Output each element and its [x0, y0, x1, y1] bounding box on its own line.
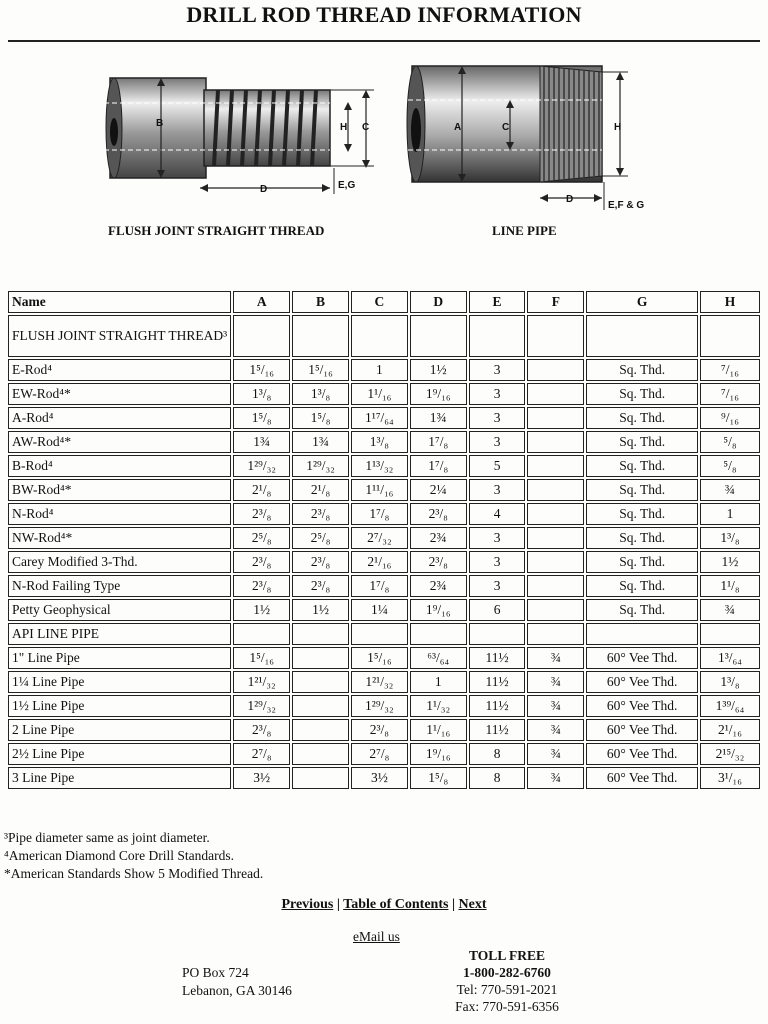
po-box: PO Box 724 [182, 965, 249, 980]
cell-a: 1¾ [233, 431, 290, 453]
next-link[interactable]: Next [458, 897, 487, 912]
cell-d: 1 [410, 671, 467, 693]
cell-h: 1³/₈ [700, 527, 760, 549]
cell-f [527, 407, 584, 429]
cell-a: 2³/₈ [233, 503, 290, 525]
cell-e: 8 [469, 743, 526, 765]
table-header-row [8, 291, 760, 313]
cell-e: 3 [469, 551, 526, 573]
row-name: B-Rod⁴ [8, 455, 231, 477]
row-name: EW-Rod⁴* [8, 383, 231, 405]
row-name: 1¼ Line Pipe [8, 671, 231, 693]
cell-a: 2³/₈ [233, 551, 290, 573]
cell-g: 60° Vee Thd. [586, 671, 698, 693]
header-e: E [469, 291, 526, 313]
cell-h: 2¹⁵/₃₂ [700, 743, 760, 765]
toll-free-number: 1-800-282-6760 [463, 965, 551, 980]
page-navigation [0, 897, 768, 913]
cell-c: 1¹⁷/₆₄ [351, 407, 408, 429]
cell-e: 5 [469, 455, 526, 477]
cell-b: 2⁵/₈ [292, 527, 349, 549]
cell-a: 1⁵/₁₆ [233, 647, 290, 669]
cell-h [700, 315, 760, 357]
label-h-right: H [614, 122, 622, 133]
cell-b: 2³/₈ [292, 575, 349, 597]
cell-h: ⁵/₈ [700, 455, 760, 477]
row-name: 2½ Line Pipe [8, 743, 231, 765]
cell-e: 3 [469, 527, 526, 549]
footnotes [4, 829, 263, 883]
cell-g: Sq. Thd. [586, 503, 698, 525]
telephone-number: Tel: 770-591-2021 [456, 982, 558, 997]
cell-f [527, 599, 584, 621]
cell-b [292, 315, 349, 357]
cell-b [292, 623, 349, 645]
cell-e [469, 315, 526, 357]
table-row [8, 599, 760, 621]
cell-d: 2¾ [410, 575, 467, 597]
cell-b: 1¾ [292, 431, 349, 453]
table-row [8, 695, 760, 717]
cell-b [292, 671, 349, 693]
cell-a: 1²¹/₃₂ [233, 671, 290, 693]
cell-d: 2³/₈ [410, 503, 467, 525]
table-row [8, 431, 760, 453]
flush-joint-diagram [104, 70, 394, 200]
cell-g: Sq. Thd. [586, 383, 698, 405]
cell-g: Sq. Thd. [586, 479, 698, 501]
cell-d: 1⁹/₁₆ [410, 743, 467, 765]
cell-a [233, 623, 290, 645]
cell-d: 1¹/₁₆ [410, 719, 467, 741]
row-name: FLUSH JOINT STRAIGHT THREAD³ [8, 315, 231, 357]
row-name: API LINE PIPE [8, 623, 231, 645]
cell-e: 11½ [469, 719, 526, 741]
cell-g: Sq. Thd. [586, 359, 698, 381]
table-row [8, 767, 760, 789]
cell-d: 2¾ [410, 527, 467, 549]
row-name: A-Rod⁴ [8, 407, 231, 429]
cell-b [292, 695, 349, 717]
header-c: C [351, 291, 408, 313]
cell-h: 1³⁹/₆₄ [700, 695, 760, 717]
cell-a: 2⁷/₈ [233, 743, 290, 765]
header-h: H [700, 291, 760, 313]
footnote-star: *American Standards Show 5 Modified Thread. [4, 866, 264, 881]
cell-c: 1⁷/₈ [351, 575, 408, 597]
label-b: B [156, 118, 164, 129]
cell-f [527, 527, 584, 549]
row-name: N-Rod Failing Type [8, 575, 231, 597]
table-row [8, 407, 760, 429]
header-a: A [233, 291, 290, 313]
table-of-contents-link[interactable]: Table of Contents [343, 897, 449, 912]
table-row [8, 719, 760, 741]
cell-g: Sq. Thd. [586, 455, 698, 477]
cell-d: 1⁷/₈ [410, 431, 467, 453]
label-a: A [454, 122, 462, 133]
row-name: Carey Modified 3-Thd. [8, 551, 231, 573]
cell-h: ⁵/₈ [700, 431, 760, 453]
cell-c: 1¹¹/₁₆ [351, 479, 408, 501]
cell-h: ¾ [700, 479, 760, 501]
label-e-f-g: E,F & G [608, 200, 645, 211]
cell-g: 60° Vee Thd. [586, 647, 698, 669]
cell-h [700, 623, 760, 645]
cell-f [527, 383, 584, 405]
cell-a: 1³/₈ [233, 383, 290, 405]
row-name: 1" Line Pipe [8, 647, 231, 669]
cell-c: 1¹³/₃₂ [351, 455, 408, 477]
nav-separator: | [333, 897, 344, 912]
cell-b: 2³/₈ [292, 503, 349, 525]
cell-h: ⁹/₁₆ [700, 407, 760, 429]
cell-c: 2⁷/₃₂ [351, 527, 408, 549]
phone-contacts [422, 947, 592, 1015]
cell-f [527, 503, 584, 525]
cell-c [351, 623, 408, 645]
cell-g [586, 623, 698, 645]
cell-h: 1³/₆₄ [700, 647, 760, 669]
table-row [8, 479, 760, 501]
cell-f [527, 551, 584, 573]
cell-f: ¾ [527, 719, 584, 741]
row-name: 2 Line Pipe [8, 719, 231, 741]
cell-h: 1 [700, 503, 760, 525]
row-name: E-Rod⁴ [8, 359, 231, 381]
table-row [8, 383, 760, 405]
cell-e: 11½ [469, 647, 526, 669]
cell-f [527, 575, 584, 597]
cell-e: 3 [469, 431, 526, 453]
cell-d: 1⁵/₈ [410, 767, 467, 789]
cell-d: 2³/₈ [410, 551, 467, 573]
label-h: H [340, 122, 348, 133]
cell-g: Sq. Thd. [586, 407, 698, 429]
footnote-4: ⁴American Diamond Core Drill Standards. [4, 848, 235, 863]
cell-f [527, 431, 584, 453]
cell-e: 11½ [469, 695, 526, 717]
cell-e: 8 [469, 767, 526, 789]
cell-h: 1³/₈ [700, 671, 760, 693]
table-row [8, 527, 760, 549]
cell-a: 2³/₈ [233, 575, 290, 597]
cell-a: 1½ [233, 599, 290, 621]
cell-c: 1⁷/₈ [351, 503, 408, 525]
label-d: D [260, 184, 268, 195]
cell-d: 1¹/₃₂ [410, 695, 467, 717]
cell-g: Sq. Thd. [586, 575, 698, 597]
cell-b [292, 743, 349, 765]
cell-a: 1⁵/₁₆ [233, 359, 290, 381]
table-row [8, 359, 760, 381]
cell-g: 60° Vee Thd. [586, 719, 698, 741]
cell-d: 1⁷/₈ [410, 455, 467, 477]
cell-e: 3 [469, 359, 526, 381]
cell-f: ¾ [527, 671, 584, 693]
cell-g: 60° Vee Thd. [586, 767, 698, 789]
footnote-3: ³Pipe diameter same as joint diameter. [4, 830, 210, 845]
header-d: D [410, 291, 467, 313]
page-title: DRILL ROD THREAD INFORMATION [186, 2, 582, 27]
table-row [8, 743, 760, 765]
thread-spec-table [6, 289, 762, 791]
cell-c: 2³/₈ [351, 719, 408, 741]
cell-a: 2⁵/₈ [233, 527, 290, 549]
cell-d: 1⁹/₁₆ [410, 599, 467, 621]
label-d-right: D [566, 194, 574, 205]
cell-g: Sq. Thd. [586, 431, 698, 453]
cell-c [351, 315, 408, 357]
cell-c: 1¼ [351, 599, 408, 621]
row-name: N-Rod⁴ [8, 503, 231, 525]
cell-f [527, 359, 584, 381]
row-name: 3 Line Pipe [8, 767, 231, 789]
cell-g: Sq. Thd. [586, 599, 698, 621]
cell-g: Sq. Thd. [586, 527, 698, 549]
cell-b [292, 647, 349, 669]
cell-h: 1¹/₈ [700, 575, 760, 597]
title-divider [8, 40, 760, 42]
nav-separator: | [448, 897, 459, 912]
email-link[interactable]: eMail us [353, 929, 400, 944]
cell-c: 1⁵/₁₆ [351, 647, 408, 669]
cell-b: 1⁵/₈ [292, 407, 349, 429]
cell-a: 3½ [233, 767, 290, 789]
cell-b: 1³/₈ [292, 383, 349, 405]
cell-b: 1½ [292, 599, 349, 621]
cell-e: 6 [469, 599, 526, 621]
table-row [8, 315, 760, 357]
cell-f [527, 623, 584, 645]
cell-c: 1 [351, 359, 408, 381]
cell-g: Sq. Thd. [586, 551, 698, 573]
cell-d: ⁶³/₆₄ [410, 647, 467, 669]
cell-e: 3 [469, 383, 526, 405]
label-c: C [362, 122, 370, 133]
cell-g: 60° Vee Thd. [586, 695, 698, 717]
cell-d [410, 315, 467, 357]
line-pipe-diagram [404, 60, 664, 212]
cell-e: 3 [469, 479, 526, 501]
header-f: F [527, 291, 584, 313]
flush-joint-caption: FLUSH JOINT STRAIGHT THREAD [108, 223, 325, 238]
cell-b [292, 719, 349, 741]
fax-number: Fax: 770-591-6356 [455, 999, 559, 1014]
cell-f [527, 455, 584, 477]
header-b: B [292, 291, 349, 313]
toll-free-label: TOLL FREE [469, 948, 545, 963]
cell-a: 1⁵/₈ [233, 407, 290, 429]
cell-c: 2¹/₁₆ [351, 551, 408, 573]
cell-b: 2³/₈ [292, 551, 349, 573]
cell-c: 1¹/₁₆ [351, 383, 408, 405]
table-row [8, 623, 760, 645]
cell-f: ¾ [527, 767, 584, 789]
cell-d: 1½ [410, 359, 467, 381]
cell-c: 3½ [351, 767, 408, 789]
table-row [8, 647, 760, 669]
city-state-zip: Lebanon, GA 30146 [182, 983, 292, 998]
cell-b [292, 767, 349, 789]
cell-c: 1²⁹/₃₂ [351, 695, 408, 717]
cell-e [469, 623, 526, 645]
cell-h: 2¹/₁₆ [700, 719, 760, 741]
cell-e: 3 [469, 407, 526, 429]
cell-d: 1¾ [410, 407, 467, 429]
cell-f [527, 315, 584, 357]
table-row [8, 575, 760, 597]
cell-f: ¾ [527, 695, 584, 717]
cell-c: 1²¹/₃₂ [351, 671, 408, 693]
cell-f: ¾ [527, 647, 584, 669]
label-e-g: E,G [338, 180, 356, 191]
table-row [8, 503, 760, 525]
cell-f [527, 479, 584, 501]
mailing-address [182, 964, 292, 1000]
cell-d: 1⁹/₁₆ [410, 383, 467, 405]
cell-h: ⁷/₁₆ [700, 359, 760, 381]
cell-a: 2¹/₈ [233, 479, 290, 501]
table-row [8, 455, 760, 477]
cell-b: 1⁵/₁₆ [292, 359, 349, 381]
cell-f: ¾ [527, 743, 584, 765]
cell-a: 1²⁹/₃₂ [233, 695, 290, 717]
row-name: Petty Geophysical [8, 599, 231, 621]
cell-b: 2¹/₈ [292, 479, 349, 501]
previous-link[interactable]: Previous [281, 897, 334, 912]
row-name: BW-Rod⁴* [8, 479, 231, 501]
cell-e: 11½ [469, 671, 526, 693]
cell-h: 3¹/₁₆ [700, 767, 760, 789]
cell-d: 2¼ [410, 479, 467, 501]
cell-e: 3 [469, 575, 526, 597]
row-name: NW-Rod⁴* [8, 527, 231, 549]
table-row [8, 551, 760, 573]
cell-c: 1³/₈ [351, 431, 408, 453]
cell-g: 60° Vee Thd. [586, 743, 698, 765]
cell-h: 1½ [700, 551, 760, 573]
row-name: AW-Rod⁴* [8, 431, 231, 453]
header-name: Name [8, 291, 231, 313]
header-g: G [586, 291, 698, 313]
cell-a: 2³/₈ [233, 719, 290, 741]
label-c-right: C [502, 122, 510, 133]
cell-h: ⁷/₁₆ [700, 383, 760, 405]
cell-a [233, 315, 290, 357]
cell-c: 2⁷/₈ [351, 743, 408, 765]
cell-h: ¾ [700, 599, 760, 621]
cell-e: 4 [469, 503, 526, 525]
cell-a: 1²⁹/₃₂ [233, 455, 290, 477]
table-row [8, 671, 760, 693]
cell-g [586, 315, 698, 357]
cell-d [410, 623, 467, 645]
line-pipe-caption: LINE PIPE [492, 223, 557, 238]
cell-b: 1²⁹/₃₂ [292, 455, 349, 477]
row-name: 1½ Line Pipe [8, 695, 231, 717]
